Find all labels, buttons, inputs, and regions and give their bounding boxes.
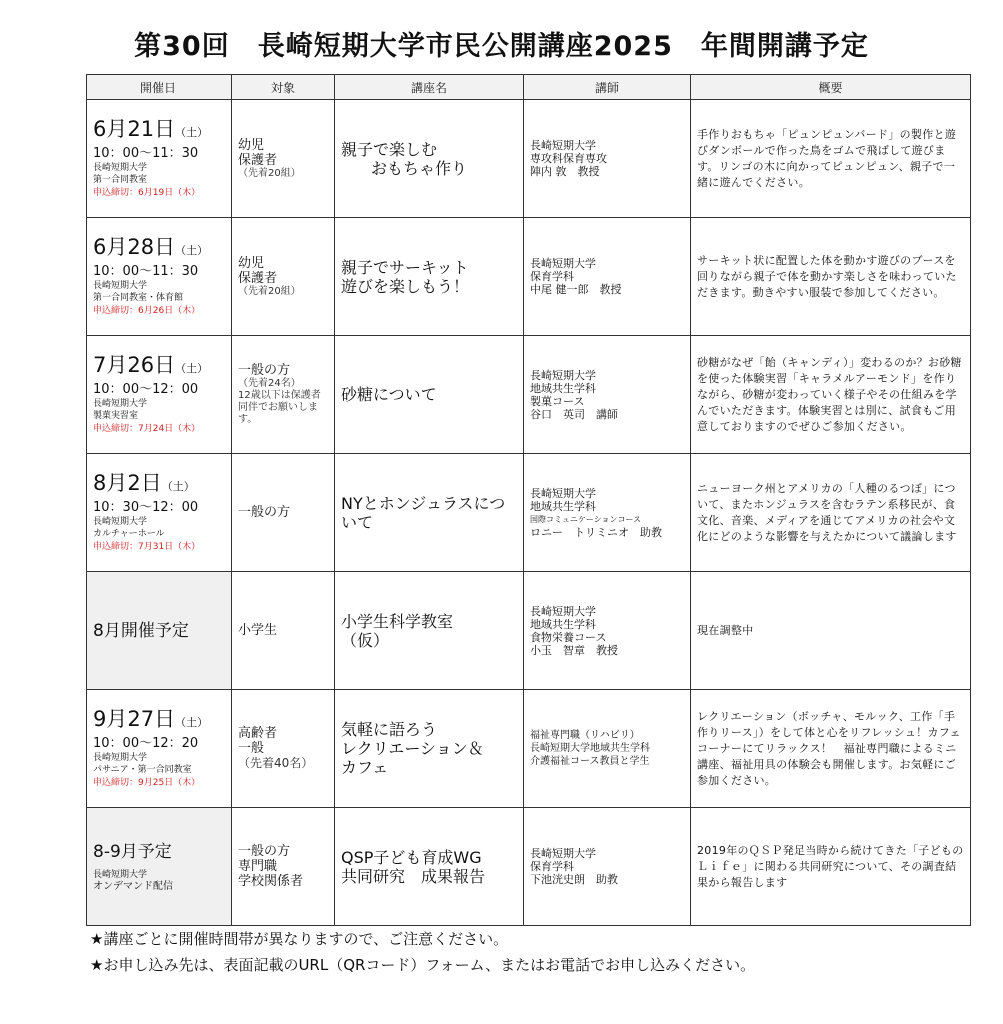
date-cell [87, 100, 232, 218]
summary-text: 砂糖がなぜ「飴（キャンディ）」変わるのか？お砂糖を使った体験実習「キャラメルアーモンド」を作りながら、砂糖が変わっていく様子やその仕組みを学んでいただきます。体験実習とは別に、試食もご用意しておりますのでぜひご参加ください。 [697, 355, 962, 433]
target-line: 一般の方 [238, 363, 291, 378]
lecturer-line: 陣内 敦 教授 [530, 165, 600, 178]
target-cell [232, 690, 335, 808]
header-row [87, 75, 971, 100]
target-line: 保護者 [238, 270, 278, 286]
venue-line: 長崎短期大学 [93, 399, 148, 409]
date-cell [87, 572, 232, 690]
target-note: （先着40名） [238, 756, 314, 770]
header-target: 対象 [232, 75, 335, 100]
lecturer-line: 長崎短期大学地域共生学科 [530, 743, 650, 754]
course-line: おもちゃ作り [371, 158, 468, 178]
time-text: 10：00～12：20 [93, 736, 199, 751]
deadline-text: 申込締切：6月26日（木） [93, 306, 201, 316]
course-line: 砂糖について [341, 385, 437, 404]
table-row [87, 690, 971, 808]
target-note: （先着24名） [238, 378, 301, 389]
date-cell [87, 454, 232, 572]
course-line: 気軽に語ろう [341, 720, 438, 739]
venue-line: カルチャーホール [93, 529, 165, 539]
lecturer-line: 製菓コース [530, 394, 585, 408]
target-line: 幼児 [238, 255, 265, 271]
target-line: 一般の方 [238, 505, 291, 520]
target-line: 学校関係者 [238, 874, 304, 889]
lecturer-line: 専攻科保育専攻 [530, 152, 607, 165]
date-text: 6月21日 [93, 117, 176, 141]
course-cell [335, 100, 524, 218]
venue-line: 長崎短期大学 [93, 517, 148, 527]
notes [90, 929, 970, 981]
lecturer-cell [524, 690, 691, 808]
table-row [87, 100, 971, 218]
lecturer-line: 地域共生学科 [530, 381, 596, 395]
lecturer-line: 長崎短期大学 [530, 604, 596, 618]
lecturer-cell [524, 100, 691, 218]
lecturer-cell [524, 336, 691, 454]
course-line: 遊びを楽しもう！ [341, 276, 470, 296]
weekday-text: （土） [175, 362, 209, 375]
lecturer-line: 長崎短期大学 [530, 257, 596, 270]
venue-line: 長崎短期大学 [93, 869, 148, 880]
page-title: 第30回 長崎短期大学市民公開講座2025 年間開講予定 [134, 31, 869, 62]
venue-line: 長崎短期大学 [93, 281, 148, 291]
venue-line: パサニア・第一合同教室 [93, 765, 192, 775]
table-row [87, 808, 971, 926]
date-text: 7月26日 [93, 353, 176, 377]
course-cell [335, 336, 524, 454]
course-line: QSP子ども育成WG [341, 847, 482, 867]
lecturer-line: 保育学科 [530, 270, 574, 283]
summary-text: 手作りおもちゃ「ピュンピュンバード」の製作と遊びダンボールで作った鳥をゴムで飛ばして遊びます。リンゴの木に向かってピュンピュン、親子で一緒に遊んでください。 [697, 127, 957, 189]
lecturer-line: 福祉専門職（リハビリ） [530, 730, 640, 741]
course-cell [335, 572, 524, 690]
weekday-text: （土） [175, 126, 209, 139]
target-cell [232, 336, 335, 454]
course-line: レクリエーション＆ [341, 739, 484, 758]
lecturer-cell [524, 572, 691, 690]
lecturer-line: 食物栄養コース [530, 630, 607, 644]
course-cell [335, 808, 524, 926]
lecturer-line: 長崎短期大学 [530, 368, 596, 382]
lecturer-line: 長崎短期大学 [530, 847, 596, 860]
lecturer-line: ロニー トリミニオ 助教 [530, 525, 662, 539]
venue-line: 長崎短期大学 [93, 163, 148, 173]
lecturer-line: 長崎短期大学 [530, 486, 596, 500]
course-cell [335, 690, 524, 808]
date-cell [87, 690, 232, 808]
target-note: 12歳以下は保護者同伴でお願いします。 [238, 390, 321, 425]
target-line: 保護者 [238, 152, 278, 168]
course-line: 小学生科学教室 [341, 611, 454, 631]
lecturer-line: 国際コミュニケーションコース [530, 514, 642, 524]
target-cell [232, 218, 335, 336]
lecturer-cell [524, 454, 691, 572]
date-cell [87, 336, 232, 454]
summary-cell [691, 100, 971, 218]
table-row [87, 572, 971, 690]
target-line: 小学生 [238, 623, 278, 638]
date-text: 8月2日 [93, 471, 162, 495]
weekday-text: （土） [161, 480, 195, 493]
summary-text: 現在調整中 [697, 623, 754, 637]
target-note: （先着20組） [238, 167, 301, 179]
lecturer-line: 介護福祉コース教員と学生 [530, 756, 650, 767]
header-course: 講座名 [335, 75, 524, 100]
weekday-text: （土） [175, 244, 209, 257]
deadline-text: 申込締切：6月19日（木） [93, 188, 201, 198]
table-row [87, 218, 971, 336]
date-text: 6月28日 [93, 235, 176, 259]
summary-text: サーキット状に配置した体を動かす遊びのブースを回りながら親子で体を動かす楽しさを味わっていただきます。動きやすい服装で参加してください。 [697, 253, 957, 299]
target-cell [232, 454, 335, 572]
course-line: 親子で楽しむ [341, 139, 438, 159]
table-row [87, 336, 971, 454]
plan-text: 8月開催予定 [93, 620, 189, 641]
course-line: カフェ [341, 758, 389, 777]
target-line: 一般の方 [238, 844, 291, 859]
course-cell [335, 218, 524, 336]
venue-line: 長崎短期大学 [93, 753, 148, 763]
lecturer-cell [524, 808, 691, 926]
course-line: NYとホンジュラスについて [341, 493, 506, 532]
summary-text: 2019年のＱＳＰ発足当時から続けてきた「子どものＬｉｆｅ」に関わる共同研究について、その調査結果から報告します [697, 843, 964, 889]
header-date: 開催日 [87, 75, 232, 100]
summary-cell [691, 336, 971, 454]
target-cell [232, 100, 335, 218]
time-text: 10：00～11：30 [93, 264, 199, 279]
target-line: 幼児 [238, 137, 265, 153]
time-text: 10：30～12：00 [93, 500, 199, 515]
note-line: ★講座ごとに開催時間帯が異なりますので、ご注意ください。 [90, 930, 509, 948]
lecturer-line: 地域共生学科 [530, 499, 596, 513]
lecturer-line: 長崎短期大学 [530, 139, 596, 152]
lecturer-line: 地域共生学科 [530, 617, 596, 631]
target-line: 高齢者 [238, 726, 278, 741]
date-cell [87, 808, 232, 926]
target-line: 専門職 [238, 859, 278, 874]
course-cell [335, 454, 524, 572]
target-note: （先着20組） [238, 285, 301, 297]
summary-cell [691, 690, 971, 808]
summary-text: ニューヨーク州とアメリカの「人種のるつぼ」について、またホンジュラスを含むラテン系移民が、食文化、音楽、メディアを通じてアメリカの社会や文化にどのような影響を与えたかについて議論します [697, 481, 957, 543]
target-line: 一般 [238, 741, 265, 756]
venue-line: オンデマンド配信 [93, 880, 173, 892]
deadline-text: 申込締切：9月25日（木） [93, 778, 201, 788]
summary-text: レクリエーション（ボッチャ、モルック、工作「手作りリース」）をして体と心をリフレッシュ！カフェコーナーにてリラックス！ 福祉専門職によるミニ講座、福祉用具の体験会も開催します。お気軽にご参加ください。 [697, 709, 961, 787]
header-lecturer: 講師 [524, 75, 691, 100]
plan-text: 8-9月予定 [93, 841, 172, 862]
date-cell [87, 218, 232, 336]
course-line: （仮） [341, 630, 390, 650]
weekday-text: （土） [175, 716, 209, 729]
lecturer-line: 中尾 健一郎 教授 [530, 283, 622, 296]
course-line: 共同研究 成果報告 [341, 866, 486, 886]
venue-line: 第一合同教室・体育館 [93, 293, 184, 303]
table-row [87, 454, 971, 572]
time-text: 10：00～11：30 [93, 146, 199, 161]
summary-cell [691, 454, 971, 572]
lecturer-cell [524, 218, 691, 336]
summary-cell [691, 808, 971, 926]
lecturer-line: 谷口 英司 講師 [530, 407, 618, 421]
summary-cell [691, 572, 971, 690]
header-summary: 概要 [691, 75, 971, 100]
course-line: 親子でサーキット [341, 257, 469, 277]
note-line: ★お申し込み先は、表面記載のURL（QRコード）フォーム、またはお電話でお申し込みください。 [90, 956, 756, 974]
venue-line: 第一合同教室 [93, 175, 148, 185]
lecturer-line: 下池洸史朗 助教 [530, 873, 618, 886]
summary-cell [691, 218, 971, 336]
target-cell [232, 572, 335, 690]
lecturer-line: 小玉 智章 教授 [530, 643, 618, 657]
venue-line: 製菓実習室 [93, 411, 139, 421]
date-text: 9月27日 [93, 707, 176, 731]
deadline-text: 申込締切：7月24日（木） [93, 424, 201, 434]
deadline-text: 申込締切：7月31日（木） [93, 542, 201, 552]
lecturer-line: 保育学科 [530, 860, 574, 873]
time-text: 10：00～12：00 [93, 382, 199, 397]
target-cell [232, 808, 335, 926]
schedule-table [86, 74, 971, 926]
